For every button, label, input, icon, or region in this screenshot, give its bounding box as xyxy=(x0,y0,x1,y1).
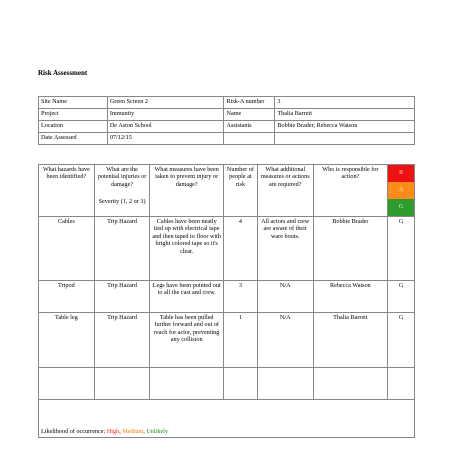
row-responsible: Bobbie Brader xyxy=(313,217,388,281)
row-rating: G xyxy=(388,281,415,313)
header-responsible: Who is responsible for action? xyxy=(313,165,388,217)
empty-cell xyxy=(257,368,313,400)
row-additional: N/A xyxy=(257,313,313,368)
rag-green: G xyxy=(388,199,414,216)
empty-cell xyxy=(388,368,415,400)
project-label: Project xyxy=(39,109,108,121)
site-name-label: Site Name xyxy=(39,97,108,109)
rag-red: R xyxy=(388,165,414,182)
empty-cell xyxy=(39,368,95,400)
row-rating: G xyxy=(388,313,415,368)
info-empty-cell xyxy=(224,133,275,145)
row-hazard: Cables xyxy=(39,217,95,281)
row-hazard: Tripod xyxy=(39,281,95,313)
table-row-empty xyxy=(39,368,415,400)
hazard-header-row xyxy=(39,165,415,217)
row-measures: Table has been pulled further forward and out of reach for actor, preventing any collision xyxy=(150,313,224,368)
row-additional: All actors and crew are aware of their ware bouts. xyxy=(257,217,313,281)
row-people: 4 xyxy=(223,217,257,281)
info-row xyxy=(39,121,415,133)
header-measures: What measures have been taken to prevent injury or damage? xyxy=(150,165,224,217)
row-hazard: Table leg xyxy=(39,313,95,368)
location-label: Location xyxy=(39,121,108,133)
project-value: Immunity xyxy=(107,109,224,121)
info-row xyxy=(39,97,415,109)
info-row xyxy=(39,109,415,121)
row-rating: G xyxy=(388,217,415,281)
empty-cell xyxy=(313,368,388,400)
table-row xyxy=(39,217,415,281)
row-responsible: Thalia Barrett xyxy=(313,313,388,368)
header-severity: Severity (1, 2 or 3) xyxy=(98,198,146,206)
document-title: Risk Assessment xyxy=(38,69,88,77)
assistants-value: Bobbie Brader, Rebecca Watson xyxy=(275,121,415,133)
row-potential: Trip Hazard xyxy=(94,313,150,368)
info-empty-cell xyxy=(275,133,415,145)
row-potential: Trip Hazard xyxy=(94,281,150,313)
empty-cell xyxy=(94,368,150,400)
risk-number-value: 3 xyxy=(275,97,415,109)
location-value: De Aston School xyxy=(107,121,224,133)
legend-label: Likelihood of occurrence: xyxy=(41,427,107,435)
empty-cell xyxy=(150,368,224,400)
row-measures: Legs have been pointed out to all the cast and crew. xyxy=(150,281,224,313)
legend-unlikely: Unlikely xyxy=(146,427,168,435)
assessment-info-table xyxy=(38,96,415,145)
table-row xyxy=(39,313,415,368)
row-people: 3 xyxy=(223,281,257,313)
row-potential: Trip Hazard xyxy=(94,217,150,281)
name-label: Name xyxy=(224,109,275,121)
legend-row xyxy=(39,400,415,438)
row-people: 1 xyxy=(223,313,257,368)
legend-separator: , xyxy=(143,427,147,435)
header-potential-text: What are the potential injuries or damage? xyxy=(97,166,147,188)
legend-medium: Medium xyxy=(122,427,144,435)
likelihood-legend xyxy=(39,400,415,438)
legend-high: High xyxy=(106,427,120,435)
table-row xyxy=(39,281,415,313)
header-additional: What additional measures or actions are required? xyxy=(257,165,313,217)
rag-key xyxy=(388,165,415,217)
date-label: Date Assessed xyxy=(39,133,108,145)
info-row xyxy=(39,133,415,145)
header-hazards: What hazards have been identified? xyxy=(39,165,95,217)
assistants-label: Assistants xyxy=(224,121,275,133)
site-name-value: Green Screen 2 xyxy=(107,97,224,109)
row-additional: N/A xyxy=(257,281,313,313)
rag-amber: A xyxy=(388,182,414,199)
date-value: 07/12/15 xyxy=(107,133,224,145)
row-responsible: Rebecca Watson xyxy=(313,281,388,313)
legend-separator: , xyxy=(119,427,123,435)
name-value: Thalia Barrett xyxy=(275,109,415,121)
risk-number-label: Risk-A number xyxy=(224,97,275,109)
empty-cell xyxy=(223,368,257,400)
header-potential xyxy=(94,165,150,217)
hazard-table xyxy=(38,164,415,438)
header-people: Number of people at risk xyxy=(223,165,257,217)
row-measures: Cables have been neatly tied up with electrical tape and then taped to floor with bright colored tape so it's clear. xyxy=(150,217,224,281)
